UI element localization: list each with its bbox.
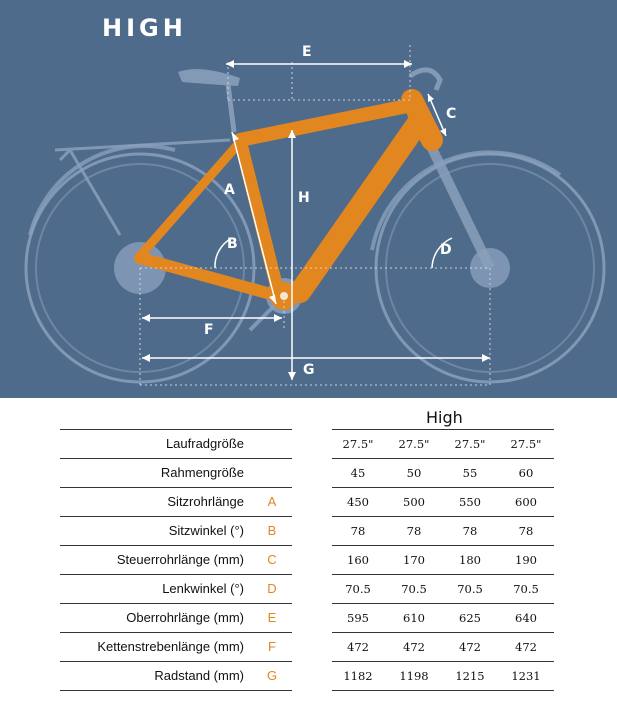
row-value: 70.5 [513, 582, 539, 596]
row-value: 500 [403, 495, 425, 509]
row-value: 60 [518, 466, 534, 480]
row-value: 595 [347, 611, 369, 625]
row-value: 472 [459, 640, 481, 654]
table-row [0, 575, 617, 604]
row-value: 78 [350, 524, 366, 538]
table-row [0, 604, 617, 633]
row-dimension-letter: F [268, 639, 276, 654]
row-value: 450 [347, 495, 369, 509]
seat-tube [240, 140, 278, 292]
row-value: 170 [403, 553, 425, 567]
row-dimension-letter: G [266, 668, 278, 683]
label-b: B [227, 236, 238, 252]
row-dimension-letter: E [267, 610, 277, 625]
down-tube [300, 120, 420, 292]
row-value: 160 [347, 553, 369, 567]
row-label: Sitzwinkel (°) [168, 523, 244, 538]
dimension-lines [142, 64, 490, 380]
saddle [178, 69, 240, 86]
row-value: 78 [406, 524, 422, 538]
row-label: Radstand (mm) [154, 668, 244, 683]
table-title: High [426, 408, 463, 427]
row-label: Kettenstrebenlänge (mm) [97, 639, 244, 654]
row-value: 550 [459, 495, 481, 509]
label-c: C [446, 106, 457, 122]
row-value: 472 [347, 640, 369, 654]
table-row [0, 430, 617, 459]
row-value: 78 [462, 524, 478, 538]
row-label: Sitzrohrlänge [167, 494, 244, 509]
label-h: H [298, 190, 310, 206]
seatstay [140, 142, 240, 256]
label-g: G [303, 362, 315, 378]
row-value: 472 [515, 640, 537, 654]
row-value: 610 [403, 611, 425, 625]
handlebar [410, 70, 440, 90]
row-label: Steuerrohrlänge (mm) [116, 552, 244, 567]
table-row [0, 488, 617, 517]
row-label: Oberrohrlänge (mm) [126, 610, 244, 625]
row-value: 45 [350, 466, 366, 480]
row-value: 1231 [511, 669, 541, 683]
table-row [0, 546, 617, 575]
row-value: 472 [403, 640, 425, 654]
row-value: 70.5 [457, 582, 483, 596]
row-value: 1215 [455, 669, 485, 683]
row-label: Lenkwinkel (°) [162, 581, 244, 596]
bike-frame [140, 100, 432, 296]
row-value: 70.5 [345, 582, 371, 596]
row-value: 190 [515, 553, 537, 567]
row-value: 27.5" [342, 437, 374, 451]
row-value: 625 [459, 611, 481, 625]
row-label: Rahmengröße [160, 465, 244, 480]
top-tube [240, 105, 412, 140]
row-value: 78 [518, 524, 534, 538]
label-f: F [204, 322, 214, 338]
row-value: 180 [459, 553, 481, 567]
label-d: D [440, 242, 452, 258]
row-value: 50 [406, 466, 422, 480]
table-row [0, 633, 617, 662]
row-dimension-letter: C [267, 552, 277, 567]
row-dimension-letter: B [267, 523, 277, 538]
row-dimension-letter: D [267, 581, 277, 596]
row-value: 1198 [399, 669, 429, 683]
row-divider-left [60, 690, 292, 691]
table-row [0, 517, 617, 546]
row-value: 27.5" [398, 437, 430, 451]
row-label: Laufradgröße [165, 436, 244, 451]
row-value: 27.5" [454, 437, 486, 451]
row-value: 55 [462, 466, 478, 480]
table-row [0, 662, 617, 691]
row-dimension-letter: A [267, 494, 277, 509]
row-divider-right [332, 690, 554, 691]
diagram-title: HIGH [102, 14, 187, 42]
row-value: 640 [515, 611, 537, 625]
label-e: E [302, 44, 312, 60]
row-value: 1182 [343, 669, 373, 683]
row-value: 27.5" [510, 437, 542, 451]
row-value: 70.5 [401, 582, 427, 596]
table-row [0, 459, 617, 488]
label-a: A [224, 182, 235, 198]
row-value: 600 [515, 495, 537, 509]
